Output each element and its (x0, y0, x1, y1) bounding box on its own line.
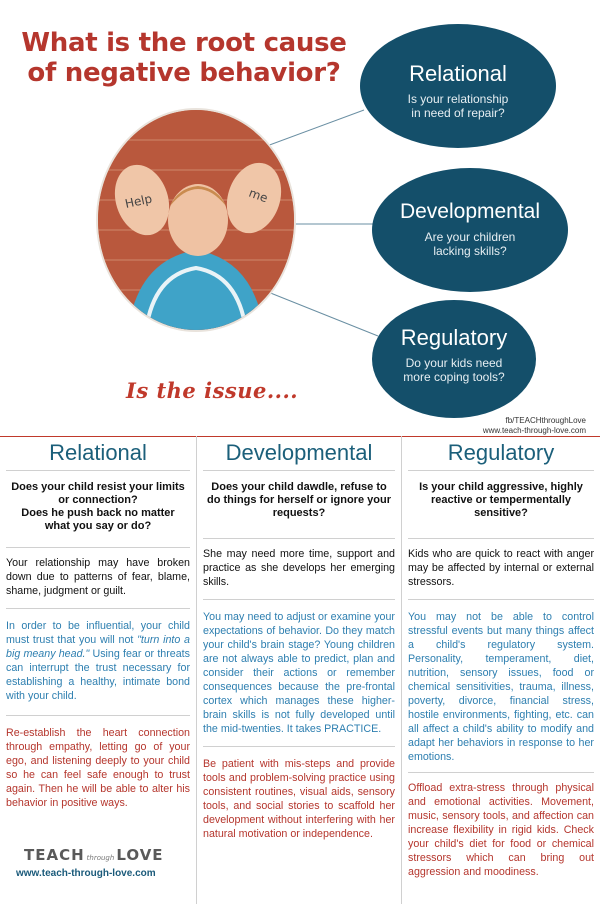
oval-relational (360, 24, 556, 148)
column-developmental (196, 436, 401, 904)
divider (408, 538, 594, 539)
column-regulatory (401, 436, 600, 904)
issue-caption: Is the issue.... (126, 378, 299, 403)
credit (483, 416, 586, 436)
oval-regulatory (372, 300, 536, 418)
title-line-2: of negative behavior? (27, 58, 341, 88)
column-question: Does your child resist your limits or connection? Does he push back no matter what you say or do? (11, 481, 185, 532)
column-heading: Regulatory (408, 440, 594, 471)
connector-relational (256, 110, 364, 150)
brand-logo (24, 845, 164, 864)
oval-question: Is your relationship in need of repair? (407, 92, 509, 120)
paragraph: Your relationship may have broken down due to patterns of fear, blame, shame, judgment or guilt. (6, 557, 190, 597)
oval-title: Developmental (399, 200, 541, 223)
paragraph: Re-establish the heart connection through empathy, letting go of your ego, and listening deeply to your child so he can feel safe enough to trust again. Then he will be able to alter his behavior in positive ways. (6, 727, 190, 809)
hand-text-help: Help (123, 191, 154, 211)
child-photo (96, 108, 296, 332)
oval-title: Relational (409, 61, 507, 86)
paragraph: You may need to adjust or examine your expectations of behavior. Do they match your child's brain stage? Young children are not always able to predict, plan and consider their actions or remember consequences because the pre-frontal cortex which manages these higher-brain skills is not fully developed until the mid-twenties. It takes PRACTICE. (203, 611, 395, 735)
hand-text-me: me (246, 185, 270, 206)
divider (203, 538, 395, 539)
paragraph: Be patient with mis-steps and provide tools and problem-solving practice using consistent routines, visual aids, sensory tools, and social stories to scaffold her development without interfering with her natural motivation or independence. (203, 758, 395, 840)
column-relational (0, 436, 196, 904)
divider (6, 715, 190, 716)
columns-grid (0, 436, 600, 904)
paragraph: Offload extra-stress through physical and emotional activities. Movement, music, sensory tools, and affection can increase flexibility in rigid kids. Check your child's diet for food or chemical stressors which can bring out aggression and moodiness. (408, 782, 594, 878)
column-heading: Developmental (203, 440, 395, 471)
paragraph: Kids who are quick to react with anger may be affected by internal or external stressors. (408, 548, 594, 588)
logo-word-love: LOVE (116, 846, 164, 864)
oval-question: Do your kids need more coping tools? (403, 356, 505, 384)
paragraph: She may need more time, support and practice as she develops her emerging skills. (203, 548, 395, 588)
footer-website: www.teach-through-love.com (16, 868, 156, 879)
oval-question: Are your children lacking skills? (424, 230, 516, 258)
column-question: Does your child dawdle, refuse to do things for herself or ignore your requests? (207, 481, 391, 519)
divider (6, 608, 190, 609)
logo-word-teach: TEACH (24, 846, 85, 864)
divider (6, 547, 190, 548)
divider (408, 772, 594, 773)
oval-title: Regulatory (400, 325, 508, 350)
child-illustration (98, 110, 294, 330)
credit-fb: fb/TEACHthroughLove (505, 416, 586, 425)
connector-regulatory (268, 292, 378, 336)
paragraph: You may not be able to control stressful events but many things affect a child's regulatory system. Personality, temperament, diet, nutrition, sensory issues, food or chemical sensitivities, trauma, illness, poverty, divorce, financial stress, hostile environments, fighting, etc. can all affect a child's ability to modify and adapt her behaviors in response to her emotions. (408, 611, 594, 763)
column-question: Is your child aggressive, highly reactive or tempermentally sensitive? (419, 481, 583, 519)
column-heading: Relational (6, 440, 190, 471)
divider (408, 599, 594, 600)
quote-text: "turn into a big meany head." (6, 634, 190, 660)
title-line-1: What is the root cause (21, 28, 347, 58)
divider (203, 599, 395, 600)
divider (203, 746, 395, 747)
credit-site: www.teach-through-love.com (482, 426, 586, 435)
oval-developmental (372, 168, 568, 292)
logo-word-through: through (86, 854, 115, 862)
paragraph: In order to be influential, your child must trust that you will not "turn into a big meany head." Using fear or threats can interrupt the trust necessary for establishing a healthy, intimate bond with your child. (6, 620, 190, 702)
